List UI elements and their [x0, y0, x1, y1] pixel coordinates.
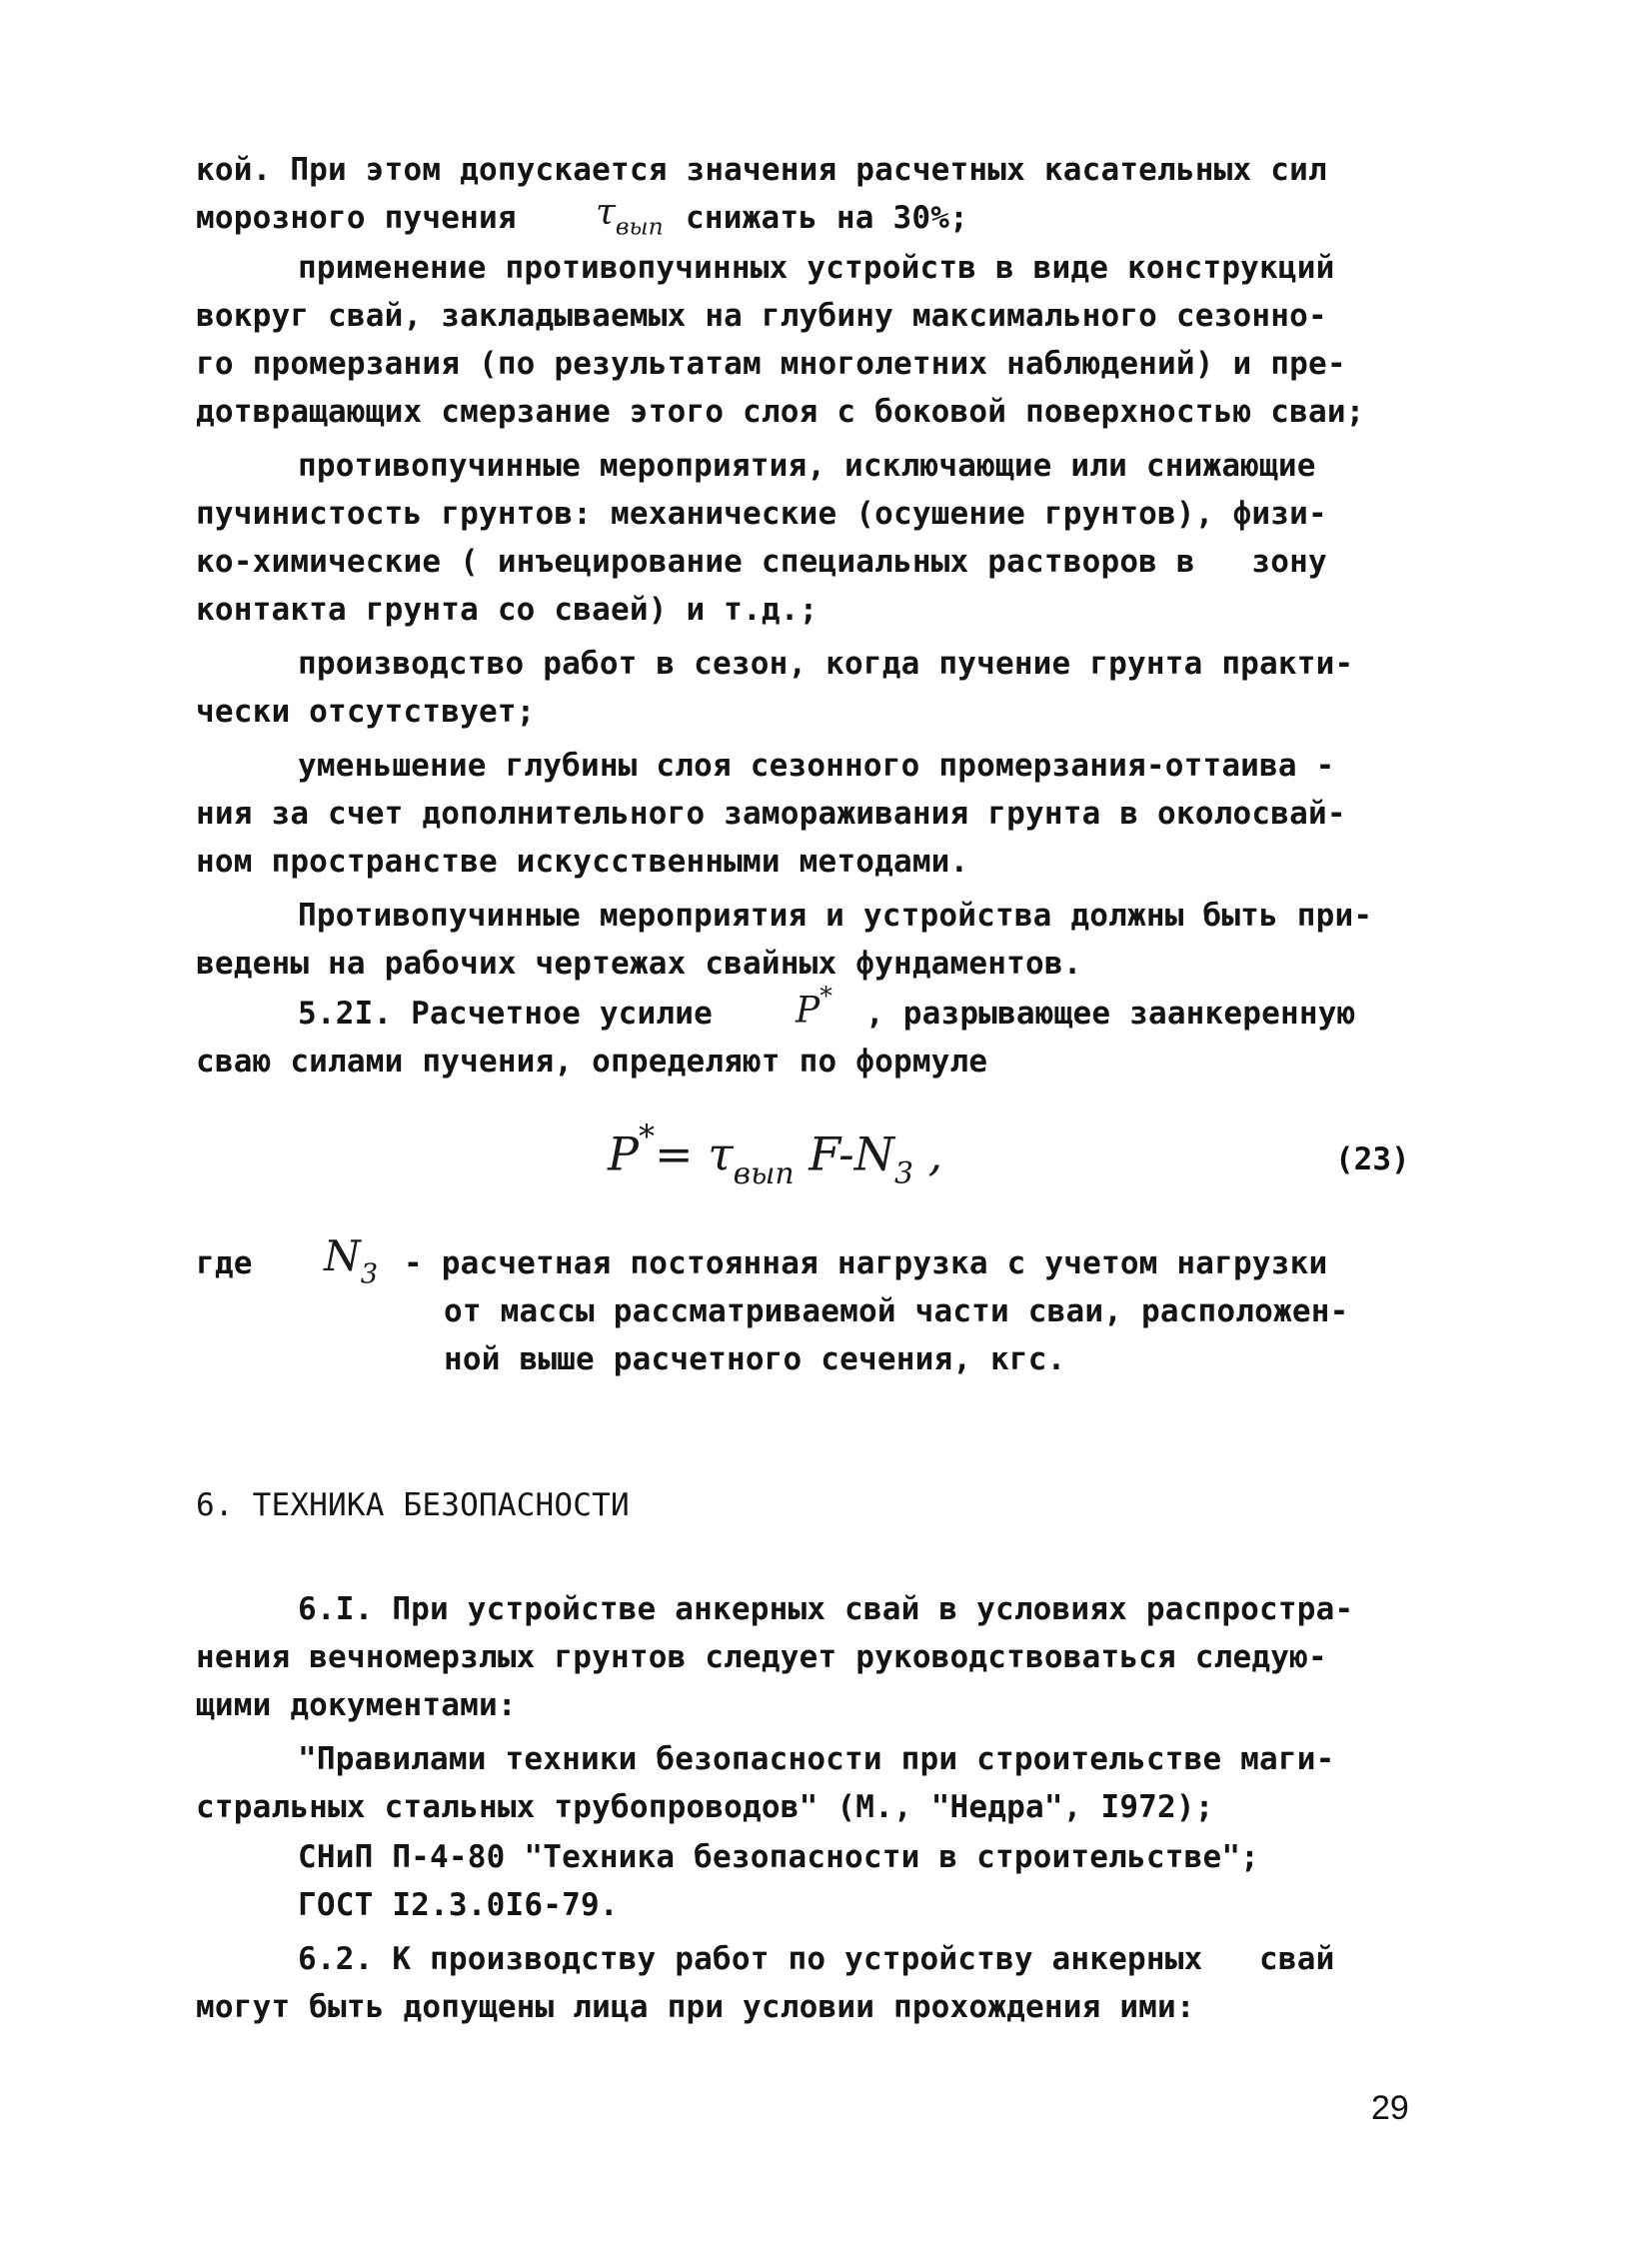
text-line: морозного пучения: [196, 200, 517, 236]
text-line: ния за счет дополнительного замораживания грунта в околосвай-: [196, 796, 1346, 832]
text-line: ном пространстве искусственными методами.: [196, 844, 969, 880]
text-line: 6.2. К производству работ по устройству анкерных свай: [298, 1941, 1335, 1977]
text-line: чески отсутствует;: [196, 694, 536, 730]
text-line: ко-химические ( инъецирование специальных растворов в зону: [196, 544, 1327, 580]
text-line: СНиП П-4-80 "Техника безопасности в строительстве";: [298, 1839, 1260, 1875]
text-line: вокруг свай, закладываемых на глубину максимального сезонно-: [196, 298, 1327, 334]
text-line: ведены на рабочих чертежах свайных фундаментов.: [196, 946, 1082, 982]
text-line: , разрывающее заанкеренную: [865, 996, 1356, 1032]
equation-number: (23): [1335, 1141, 1410, 1177]
text-line: могут быть допущены лица при условии прохождения ими:: [196, 1989, 1195, 2025]
text-line: 6.I. При устройстве анкерных свай в условиях распростра-: [298, 1591, 1354, 1627]
text-line: го промерзания (по результатам многолетних наблюдений) и пре-: [196, 346, 1346, 382]
text-line: контакта грунта со сваей) и т.д.;: [196, 592, 819, 628]
text-line: кой. При этом допускается значения расчетных касательных сил: [196, 152, 1327, 188]
page-number: 29: [1371, 2089, 1409, 2127]
text-line: ГОСТ I2.3.0I6-79.: [298, 1887, 619, 1923]
formula-23: $P^*= \tau_{вып}$ $F-N_3$ ,: [608, 1118, 943, 1191]
n3-symbol: $N_3$: [324, 1231, 379, 1290]
text-line: ной выше расчетного сечения, кгс.: [444, 1341, 1066, 1377]
text-line: где: [196, 1245, 253, 1281]
text-line: Противопучинные мероприятия и устройства должны быть при-: [298, 898, 1373, 934]
text-line: сваю силами пучения, определяют по формуле: [196, 1044, 988, 1080]
section-heading: 6. ТЕХНИКА БЕЗОПАСНОСТИ: [196, 1487, 630, 1523]
text-line: применение противопучинных устройств в виде конструкций: [298, 250, 1335, 286]
text-line: противопучинные мероприятия, исключающие или снижающие: [298, 448, 1316, 484]
text-line: 5.2I. Расчетное усилие: [298, 996, 713, 1032]
p-star-symbol: P*: [796, 982, 832, 1032]
text-line: снижать на 30%;: [686, 200, 968, 236]
text-line: уменьшение глубины слоя сезонного промерзания-оттаива -: [298, 748, 1335, 784]
text-line: "Правилами техники безопасности при строительстве маги-: [298, 1741, 1335, 1777]
text-line: дотвращающих смерзание этого слоя с боковой поверхностью сваи;: [196, 394, 1365, 430]
text-line: производство работ в сезон, когда пучение грунта практи-: [298, 646, 1354, 682]
text-line: щими документами:: [196, 1687, 517, 1723]
text-line: - расчетная постоянная нагрузка с учетом нагрузки: [404, 1245, 1328, 1281]
text-line: пучинистость грунтов: механические (осушение грунтов), физи-: [196, 496, 1327, 532]
text-line: нения вечномерзлых грунтов следует руководствоваться следую-: [196, 1639, 1327, 1675]
text-line: стральных стальных трубопроводов" (М., "Недра", I972);: [196, 1789, 1214, 1825]
tau-symbol: $\tau_{вып}$: [596, 192, 664, 241]
text-line: от массы рассматриваемой части сваи, расположен-: [444, 1293, 1349, 1329]
